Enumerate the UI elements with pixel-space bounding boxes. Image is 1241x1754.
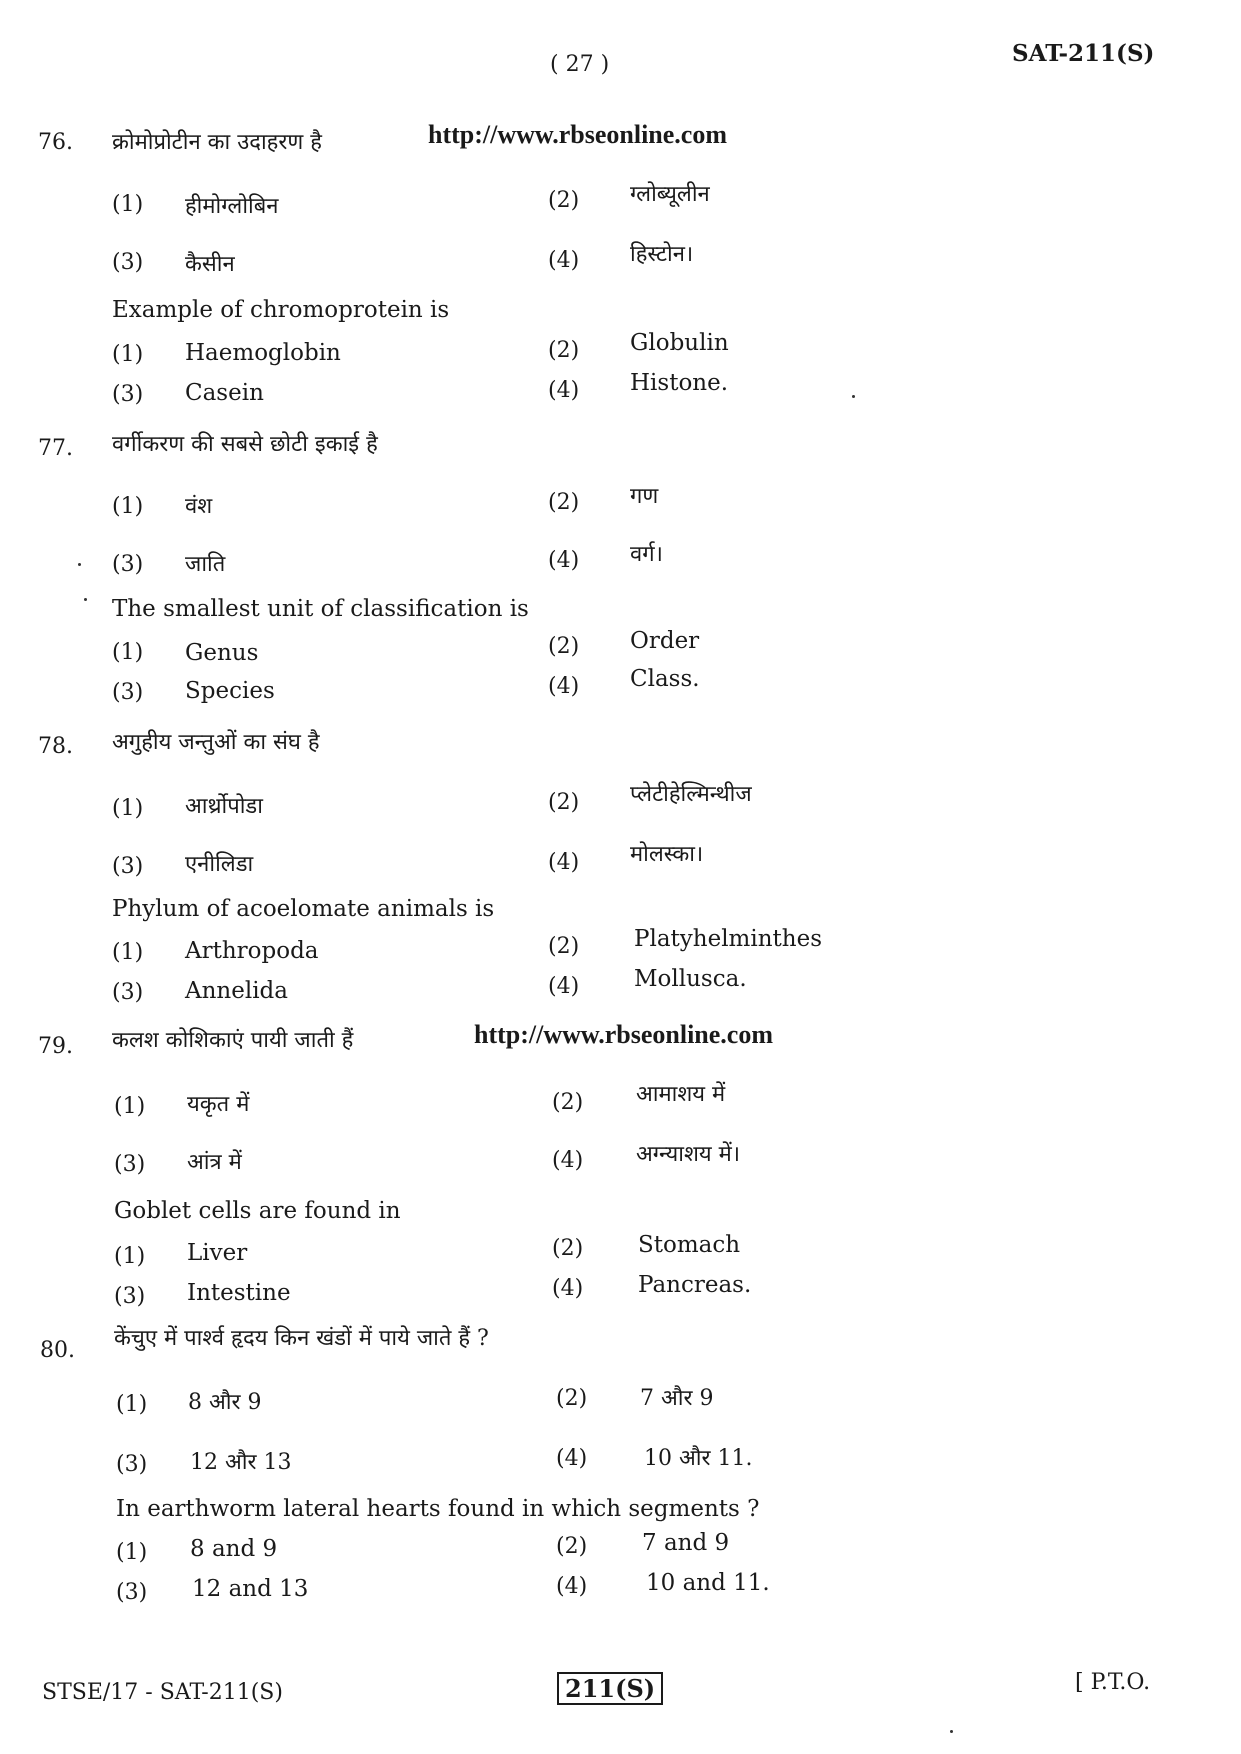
footer-code: STSE/17 - SAT-211(S) bbox=[42, 1680, 283, 1705]
option-text-english: Mollusca. bbox=[634, 966, 747, 992]
option-text-english: Platyhelminthes bbox=[634, 926, 823, 952]
option-text-english: Genus bbox=[185, 640, 259, 666]
option-text-english: 7 and 9 bbox=[642, 1530, 730, 1556]
question-text-hindi: क्रोमोप्रोटीन का उदाहरण है bbox=[112, 130, 322, 155]
option-text-english: Globulin bbox=[630, 330, 729, 356]
option-text-hindi: 12 और 13 bbox=[190, 1450, 292, 1475]
option-number: (1) bbox=[112, 192, 144, 217]
option-text-english: Class. bbox=[630, 666, 700, 692]
option-number: (2) bbox=[548, 188, 580, 213]
option-number: (3) bbox=[112, 552, 144, 577]
question-text-english: The smallest unit of classification is bbox=[112, 596, 529, 622]
option-number: (2) bbox=[548, 934, 580, 959]
question-text-english: Goblet cells are found in bbox=[114, 1198, 401, 1224]
scan-speck bbox=[950, 1730, 953, 1733]
question-text-hindi: अगुहीय जन्तुओं का संघ है bbox=[112, 730, 320, 755]
question-number: 80. bbox=[40, 1338, 75, 1363]
option-number: (2) bbox=[548, 634, 580, 659]
option-text-hindi: कैसीन bbox=[185, 252, 235, 277]
option-text-english: 12 and 13 bbox=[192, 1576, 309, 1602]
option-number: (1) bbox=[114, 1244, 146, 1269]
option-text-hindi: जाति bbox=[185, 552, 226, 577]
question-number: 79. bbox=[38, 1034, 73, 1059]
scan-speck bbox=[78, 563, 81, 566]
question-text-hindi: वर्गीकरण की सबसे छोटी इकाई है bbox=[112, 432, 378, 457]
option-number: (3) bbox=[112, 854, 144, 879]
option-text-english: Intestine bbox=[187, 1280, 291, 1306]
question-text-english: Phylum of acoelomate animals is bbox=[112, 896, 495, 922]
option-text-english: Species bbox=[185, 678, 275, 704]
option-number: (1) bbox=[112, 796, 144, 821]
option-text-english: Order bbox=[630, 628, 700, 654]
question-number: 77. bbox=[38, 436, 73, 461]
option-text-english: Pancreas. bbox=[638, 1272, 752, 1298]
option-number: (1) bbox=[112, 940, 144, 965]
option-text-english: Histone. bbox=[630, 370, 729, 396]
option-number: (3) bbox=[112, 382, 144, 407]
option-number: (4) bbox=[548, 974, 580, 999]
option-text-english: Casein bbox=[185, 380, 264, 406]
option-number: (2) bbox=[552, 1090, 584, 1115]
paper-code: SAT-211(S) bbox=[1012, 40, 1155, 67]
source-url: http://www.rbseonline.com bbox=[474, 1020, 773, 1049]
option-text-english: Haemoglobin bbox=[185, 340, 341, 366]
scan-speck bbox=[852, 395, 855, 398]
option-number: (3) bbox=[112, 250, 144, 275]
option-number: (1) bbox=[114, 1094, 146, 1119]
option-number: (1) bbox=[112, 342, 144, 367]
option-text-hindi: अग्न्याशय में। bbox=[636, 1142, 741, 1167]
question-text-hindi: कलश कोशिकाएं पायी जाती हैं bbox=[112, 1028, 354, 1053]
footer-pto: [ P.T.O. bbox=[1075, 1670, 1151, 1695]
option-number: (2) bbox=[556, 1534, 588, 1559]
option-text-hindi: ग्लोब्यूलीन bbox=[630, 182, 710, 207]
option-number: (3) bbox=[116, 1580, 148, 1605]
option-text-hindi: आंत्र में bbox=[187, 1150, 242, 1175]
option-number: (3) bbox=[112, 980, 144, 1005]
option-number: (4) bbox=[556, 1446, 588, 1471]
option-number: (4) bbox=[548, 548, 580, 573]
option-text-hindi: 10 और 11. bbox=[644, 1446, 753, 1471]
option-number: (2) bbox=[548, 490, 580, 515]
option-number: (1) bbox=[112, 640, 144, 665]
option-text-english: 8 and 9 bbox=[190, 1536, 278, 1562]
option-text-hindi: 7 और 9 bbox=[640, 1386, 714, 1411]
option-number: (4) bbox=[548, 850, 580, 875]
question-number: 76. bbox=[38, 130, 73, 155]
option-text-hindi: वंश bbox=[185, 494, 213, 519]
option-text-hindi: यकृत में bbox=[187, 1092, 250, 1117]
option-text-hindi: 8 और 9 bbox=[188, 1390, 262, 1415]
option-number: (4) bbox=[548, 248, 580, 273]
option-text-hindi: मोलस्का। bbox=[630, 842, 704, 867]
option-text-hindi: वर्ग। bbox=[630, 542, 663, 567]
option-text-hindi: आर्थ्रोपोडा bbox=[185, 794, 263, 819]
question-text-english: In earthworm lateral hearts found in which segments ? bbox=[116, 1496, 760, 1522]
option-number: (3) bbox=[114, 1284, 146, 1309]
option-text-hindi: एनीलिडा bbox=[185, 852, 254, 877]
option-number: (4) bbox=[548, 674, 580, 699]
option-number: (2) bbox=[548, 338, 580, 363]
option-text-hindi: प्लेटीहेल्मिन्थीज bbox=[630, 782, 752, 807]
option-number: (1) bbox=[116, 1540, 148, 1565]
option-number: (4) bbox=[552, 1148, 584, 1173]
option-text-hindi: आमाशय में bbox=[636, 1082, 726, 1107]
option-number: (4) bbox=[548, 378, 580, 403]
option-number: (1) bbox=[112, 494, 144, 519]
option-number: (2) bbox=[548, 790, 580, 815]
option-text-hindi: हीमोग्लोबिन bbox=[185, 194, 279, 219]
option-number: (3) bbox=[114, 1152, 146, 1177]
option-number: (3) bbox=[112, 680, 144, 705]
option-text-hindi: हिस्टोन। bbox=[630, 242, 694, 267]
option-number: (1) bbox=[116, 1392, 148, 1417]
option-text-english: 10 and 11. bbox=[646, 1570, 770, 1596]
option-text-english: Stomach bbox=[638, 1232, 741, 1258]
page-number: ( 27 ) bbox=[550, 52, 610, 77]
option-text-english: Liver bbox=[187, 1240, 248, 1266]
question-text-hindi: केंचुए में पार्श्व हृदय किन खंडों में पाये जाते हैं ? bbox=[114, 1326, 489, 1351]
scan-speck bbox=[84, 598, 87, 601]
option-number: (3) bbox=[116, 1452, 148, 1477]
option-text-hindi: गण bbox=[630, 484, 659, 509]
option-number: (2) bbox=[552, 1236, 584, 1261]
footer-center-code: 211(S) bbox=[557, 1672, 663, 1705]
question-text-english: Example of chromoprotein is bbox=[112, 297, 450, 323]
option-number: (4) bbox=[552, 1276, 584, 1301]
source-url: http://www.rbseonline.com bbox=[428, 120, 727, 149]
question-number: 78. bbox=[38, 734, 73, 759]
option-number: (2) bbox=[556, 1386, 588, 1411]
option-number: (4) bbox=[556, 1574, 588, 1599]
option-text-english: Arthropoda bbox=[185, 938, 319, 964]
option-text-english: Annelida bbox=[185, 978, 288, 1004]
